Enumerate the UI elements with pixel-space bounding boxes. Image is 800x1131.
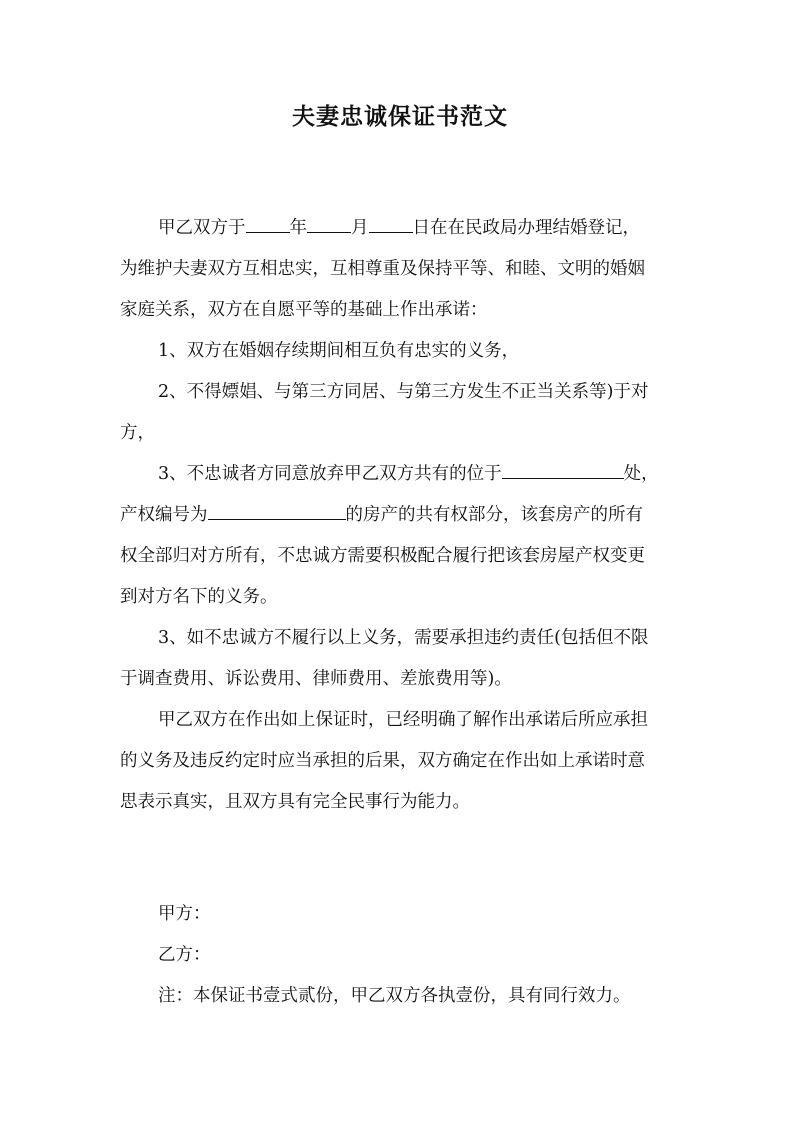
- clause-3-liability: [120, 618, 686, 700]
- intro-text-year: 年: [289, 218, 307, 238]
- document-title: 夫妻忠诚保证书范文: [292, 103, 508, 130]
- clause-3a-line-4: 到对方名下的义务。: [120, 587, 278, 607]
- clause-2: [120, 372, 686, 454]
- party-b-label: 乙方：: [158, 945, 211, 965]
- footnote-text: 注：本保证书壹式贰份，甲乙双方各执壹份，具有同行效力。: [158, 986, 631, 1006]
- day-blank-field[interactable]: [369, 214, 413, 233]
- closing-paragraph: [120, 700, 686, 823]
- clause-3b-line-2: 于调查费用、诉讼费用、律师费用、差旅费用等)。: [120, 669, 512, 689]
- clause-2-line-2: 方，: [120, 423, 155, 443]
- intro-line-1: [120, 208, 686, 249]
- intro-text-month: 月: [351, 218, 369, 238]
- clause-3a-text-a: 3、不忠诚者方同意放弃甲乙双方共有的位于: [158, 464, 502, 484]
- clause-3b-line-1: 3、如不忠诚方不履行以上义务，需要承担违约责任(包括但不限: [158, 628, 649, 648]
- clause-3a-text-d: 的房产的共有权部分，该套房产的所有: [345, 505, 643, 525]
- intro-text-d: 日在在民政局办理结婚登记，: [412, 218, 640, 238]
- closing-line-2: 的义务及违反约定时应当承担的后果，双方确定在作出如上承诺时意: [120, 751, 645, 771]
- party-a-label: 甲方：: [158, 904, 211, 924]
- closing-line-3: 思表示真实，且双方具有完全民事行为能力。: [120, 792, 470, 812]
- party-a-signature: [120, 894, 686, 935]
- clause-3a-line-1: [120, 454, 686, 495]
- intro-paragraph: [120, 208, 686, 331]
- clause-1-line: 1、双方在婚姻存续期间相互负有忠实的义务，: [158, 341, 520, 361]
- property-number-blank-field[interactable]: [208, 501, 346, 520]
- clause-3a-text-c: 产权编号为: [120, 505, 208, 525]
- clause-1: [120, 331, 686, 372]
- closing-line-1: 甲乙双方在作出如上保证时，已经明确了解作出承诺后所应承担: [158, 710, 648, 730]
- clause-3a-text-b: 处，: [623, 464, 659, 484]
- footnote: [120, 976, 686, 1017]
- intro-line-2: 为维护夫妻双方互相忠实，互相尊重及保持平等、和睦、文明的婚姻: [120, 259, 645, 279]
- clause-2-line-1: 2、不得嫖娼、与第三方同居、与第三方发生不正当关系等)于对: [158, 382, 649, 402]
- property-location-blank-field[interactable]: [502, 460, 624, 479]
- clause-3a-line-2: [120, 495, 686, 536]
- intro-text-a: 甲乙双方于: [158, 218, 246, 238]
- clause-3-property: [120, 454, 686, 618]
- month-blank-field[interactable]: [307, 214, 351, 233]
- party-b-signature: [120, 935, 686, 976]
- intro-line-3: 家庭关系，双方在自愿平等的基础上作出承诺：: [120, 300, 488, 320]
- year-blank-field[interactable]: [246, 214, 290, 233]
- clause-3a-line-3: 权全部归对方所有，不忠诚方需要积极配合履行把该套房屋产权变更: [120, 546, 645, 566]
